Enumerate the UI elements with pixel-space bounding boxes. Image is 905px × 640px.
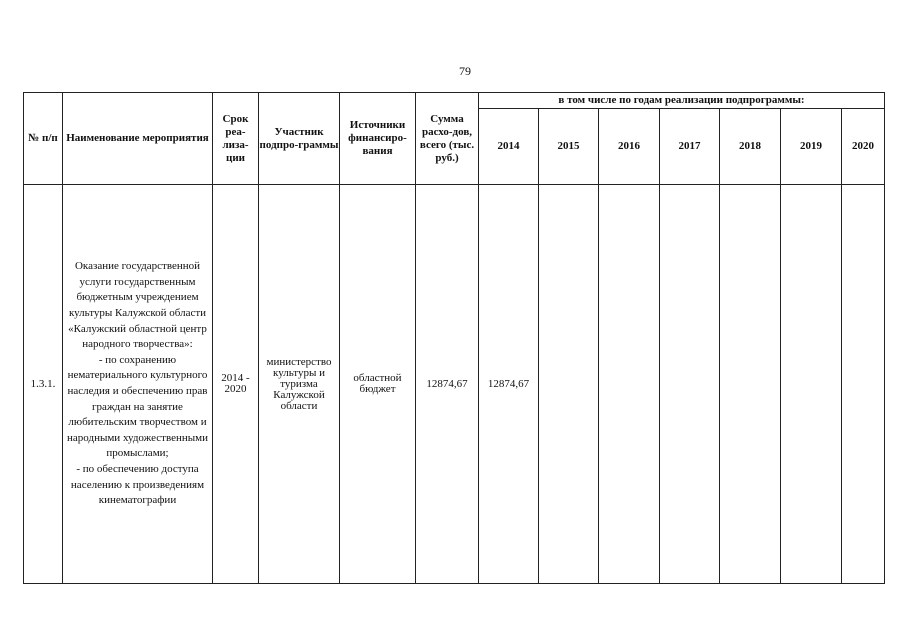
header-total-sum: Сумма расхо-дов, всего (тыс. руб.) xyxy=(416,93,479,185)
activity-description xyxy=(63,185,213,584)
activity-paragraph: - по обеспечению доступа населению к произведениям кинематографии xyxy=(70,462,205,507)
header-year: 2014 xyxy=(479,109,539,185)
header-year: 2015 xyxy=(539,109,599,185)
page-number: 79 xyxy=(459,64,471,78)
table-row xyxy=(24,185,885,584)
year-value-cell: 12874,67 xyxy=(479,185,539,584)
program-activities-table xyxy=(23,92,885,584)
header-year: 2018 xyxy=(720,109,781,185)
year-value-cell xyxy=(842,185,885,584)
term-cell: 2014 - 2020 xyxy=(213,185,259,584)
header-year: 2019 xyxy=(781,109,842,185)
total-sum-cell: 12874,67 xyxy=(416,185,479,584)
header-activity-name: Наименование мероприятия xyxy=(63,93,213,185)
header-number: № п/п xyxy=(24,93,63,185)
activity-paragraph: - по сохранению нематериального культурного наследия и обеспечению прав граждан на занятие любительским творчеством и народными художественными промыслами; xyxy=(67,353,208,460)
header-participant: Участник подпро-граммы xyxy=(259,93,340,185)
row-number: 1.3.1. xyxy=(24,185,63,584)
header-year: 2017 xyxy=(660,109,720,185)
header-year: 2020 xyxy=(842,109,885,185)
year-value-cell xyxy=(539,185,599,584)
year-value-cell xyxy=(599,185,660,584)
header-term: Срок реа-лиза-ции xyxy=(213,93,259,185)
funding-source-cell: областной бюджет xyxy=(340,185,416,584)
activity-paragraph: Оказание государственной услуги государственным бюджетным учреждением культуры Калужской области «Калужский областной центр народного творчества»: xyxy=(68,260,207,351)
header-funding-sources: Источники финансиро-вания xyxy=(340,93,416,185)
header-years-group: в том числе по годам реализации подпрограммы: xyxy=(479,93,885,109)
header-year: 2016 xyxy=(599,109,660,185)
year-value-cell xyxy=(720,185,781,584)
year-value-cell xyxy=(660,185,720,584)
year-value-cell xyxy=(781,185,842,584)
participant-cell: министерство культуры и туризма Калужской области xyxy=(259,185,340,584)
